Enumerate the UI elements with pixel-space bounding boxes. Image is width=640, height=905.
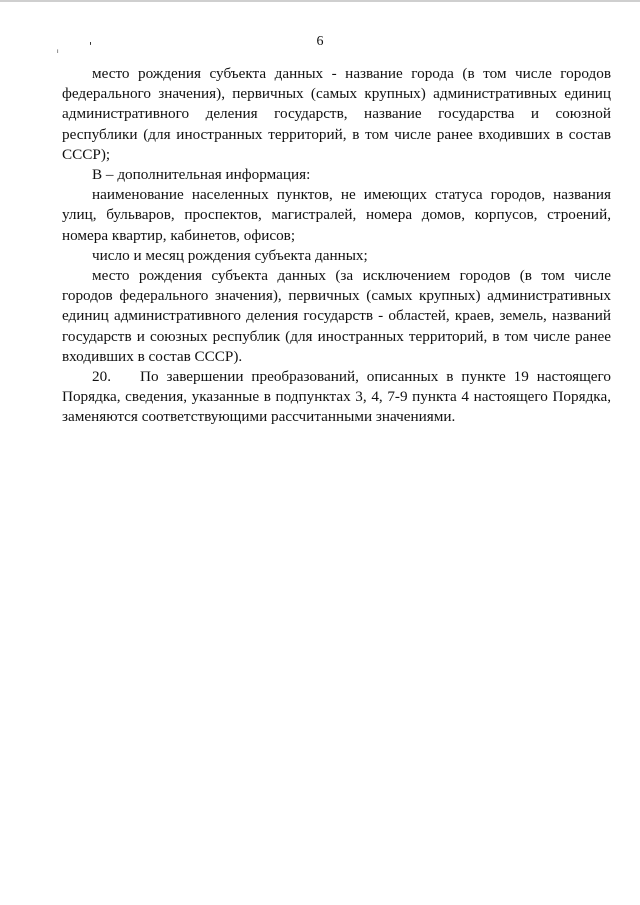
paragraph-settlements: наименование населенных пунктов, не имеющих статуса городов, названия улиц, бульваров, проспектов, магистралей, номера домов, корпусов, строений, номера квартир, кабинетов, офисов; xyxy=(62,186,611,244)
paragraph-section-b-heading: В – дополнительная информация: xyxy=(92,166,311,184)
page-number: 6 xyxy=(316,34,324,49)
scan-mark-right: ' xyxy=(89,40,93,53)
item-number: 20. xyxy=(92,368,111,386)
paragraph-birthplace: место рождения субъекта данных - название города (в том числе городов федерального значения), первичных (самых крупных) административных единиц административного деления государств, название государства и союзной республики (для иностранных территорий, в том числе ранее входивших в состав СССР); xyxy=(62,65,611,163)
paragraph-item-20 xyxy=(62,367,611,428)
scan-mark-left: ᵢ xyxy=(57,46,59,56)
page-top-edge xyxy=(0,0,640,2)
paragraph-birthplace-details: место рождения субъекта данных (за исключением городов (в том числе городов федерального значения), первичных (самых крупных) административных единиц административного деления государств - областей, краев, земель, названий государств и союзных республик (для иностранных территорий, в том числе ранее входивших в состав СССР). xyxy=(62,267,611,365)
paragraph-birth-day-month: число и месяц рождения субъекта данных; xyxy=(92,246,368,264)
document-body xyxy=(62,64,611,428)
item-20-text: По завершении преобразований, описанных в пункте 19 настоящего Порядка, сведения, указанные в подпунктах 3, 4, 7-9 пункта 4 настоящего Порядка, заменяются соответствующими рассчитанными значениями. xyxy=(62,368,611,426)
